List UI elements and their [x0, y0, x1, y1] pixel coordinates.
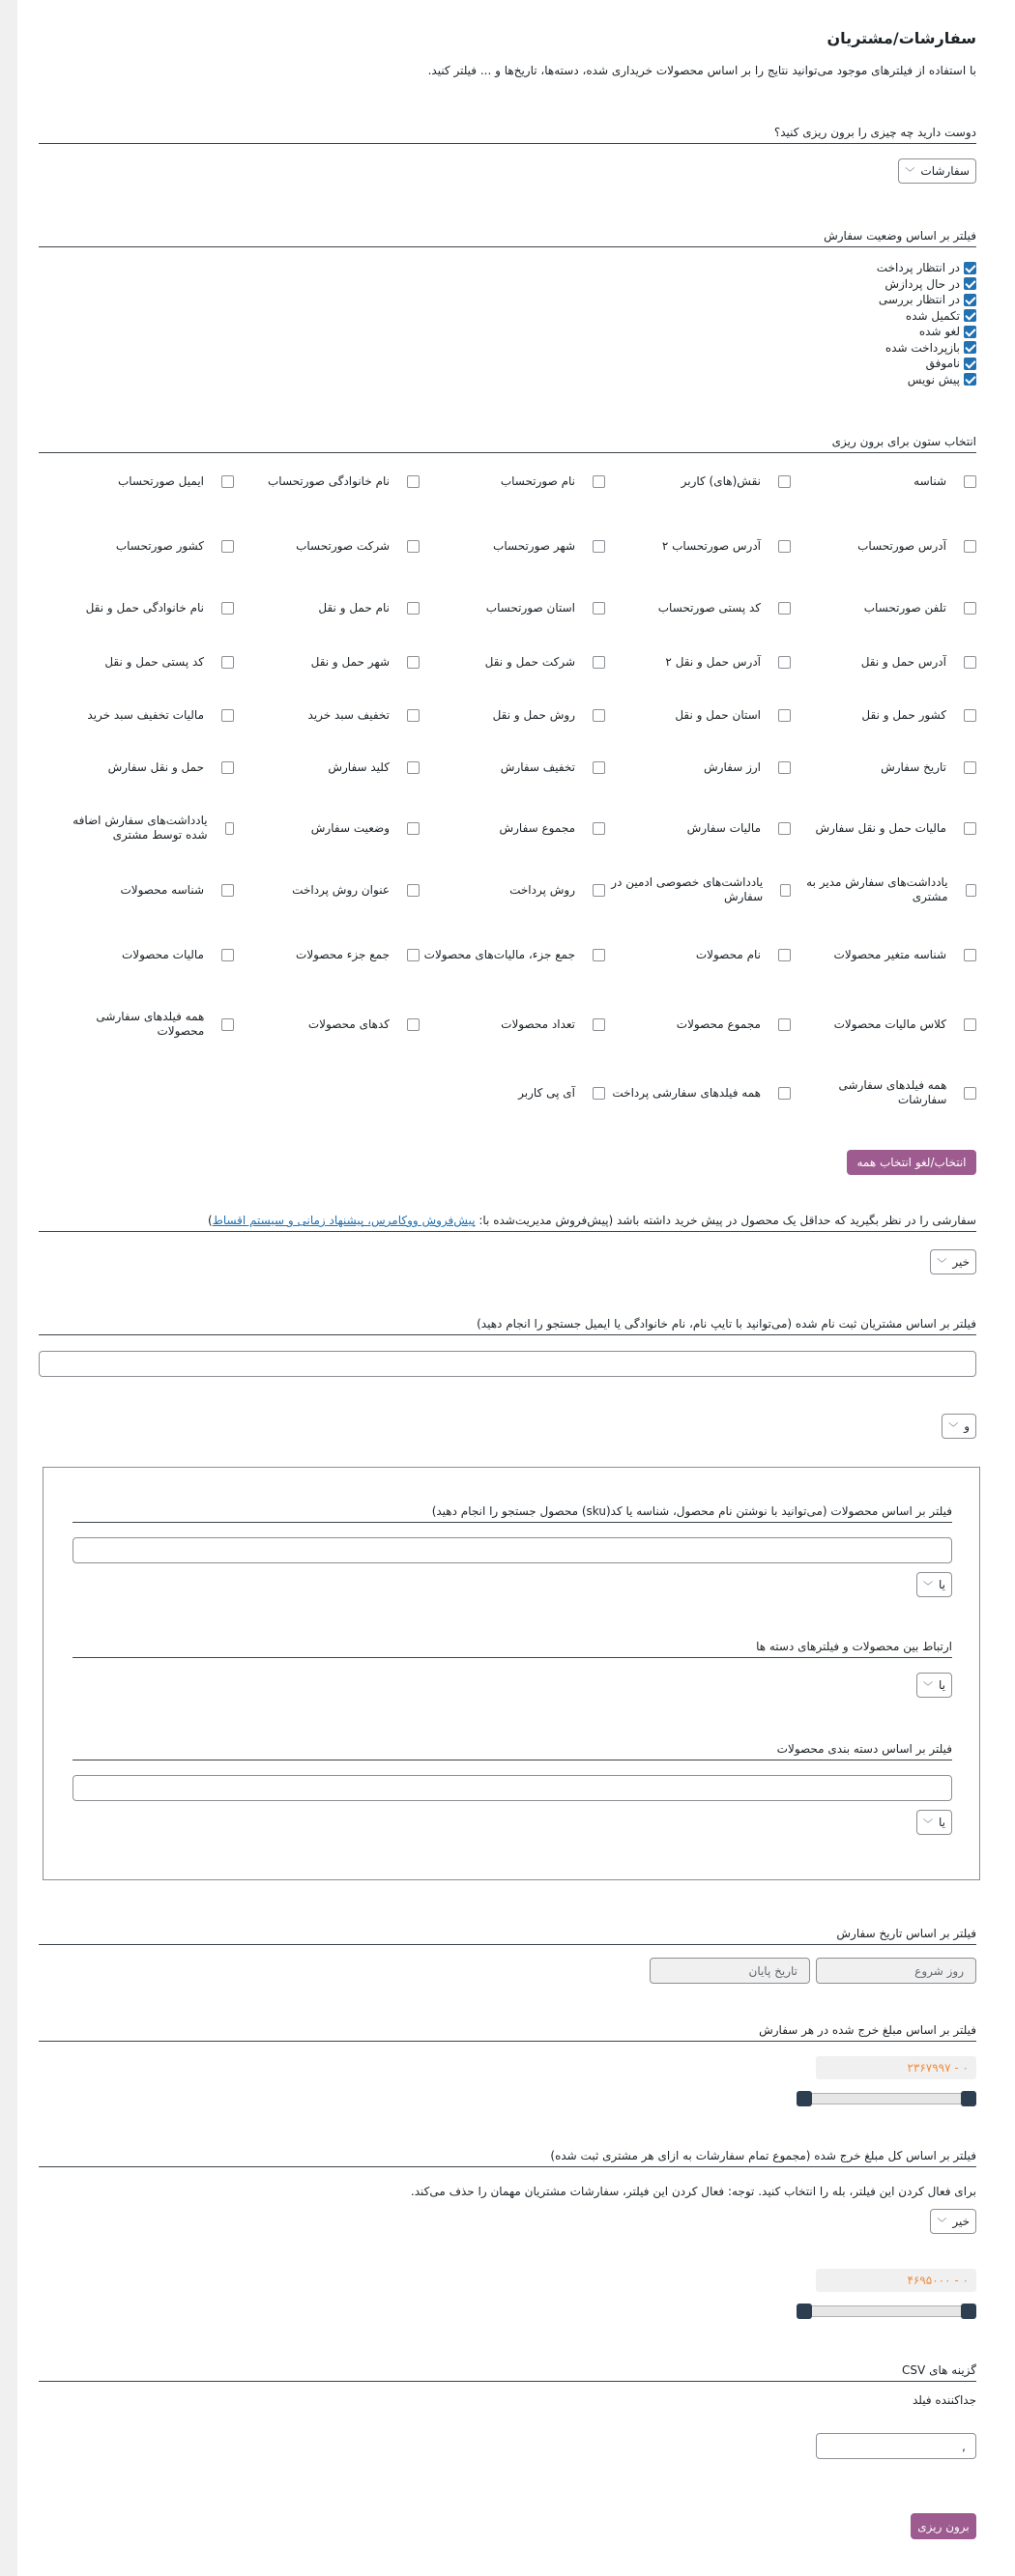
column-checkbox[interactable] — [964, 709, 976, 722]
column-option[interactable] — [793, 1003, 976, 1045]
total-slider-min-handle[interactable] — [797, 2304, 812, 2319]
column-option[interactable] — [793, 807, 976, 849]
status-option[interactable] — [908, 373, 976, 386]
column-option[interactable] — [421, 807, 605, 849]
column-checkbox[interactable] — [964, 475, 976, 488]
column-option[interactable] — [793, 1072, 976, 1114]
column-option[interactable] — [50, 641, 234, 683]
column-checkbox[interactable] — [593, 949, 605, 961]
column-label: کشور حمل و نقل — [861, 707, 946, 722]
category-filter-title: فیلتر بر اساس دسته بندی محصولات — [72, 1742, 952, 1760]
chevron-down-icon: ﹀ — [905, 167, 915, 179]
status-checkbox[interactable] — [964, 326, 976, 338]
column-option[interactable] — [793, 641, 976, 683]
column-checkbox[interactable] — [407, 949, 420, 961]
column-checkbox[interactable] — [964, 656, 976, 669]
column-option[interactable] — [793, 525, 976, 567]
column-label: یادداشت‌های سفارش اضافه شده توسط مشتری — [72, 814, 208, 842]
column-checkbox[interactable] — [778, 761, 791, 774]
column-checkbox[interactable] — [780, 884, 791, 897]
columns-title: انتخاب ستون برای برون ریزی — [39, 435, 976, 453]
column-label: شهر صورتحساب — [493, 538, 575, 553]
column-checkbox[interactable] — [964, 540, 976, 553]
column-label: استان حمل و نقل — [675, 707, 761, 722]
column-label: شناسه محصولات — [120, 882, 204, 897]
presale-title-prefix: سفارشی را در نظر بگیرید که حداقل یک محصول در پیش خرید داشته باشد (پیش‌فروش مدیریت‌شده با: — [475, 1214, 976, 1227]
chevron-down-icon: ﹀ — [937, 2218, 947, 2229]
column-option[interactable] — [607, 933, 791, 976]
column-checkbox[interactable] — [221, 602, 234, 615]
column-option[interactable] — [421, 933, 605, 976]
presale-title — [39, 1214, 976, 1232]
presale-select[interactable] — [930, 1249, 976, 1274]
column-label: روش حمل و نقل — [492, 707, 575, 722]
column-option[interactable] — [50, 1003, 234, 1045]
presale-value: خیر — [952, 1255, 970, 1269]
column-option[interactable] — [50, 525, 234, 567]
column-label: شناسه — [914, 473, 946, 488]
amount-range-readout: ۰ - ۲۳۶۷۹۹۷ — [816, 2056, 976, 2079]
column-checkbox[interactable] — [593, 656, 605, 669]
column-option[interactable] — [421, 746, 605, 788]
column-option[interactable] — [793, 933, 976, 976]
status-label: ناموفق — [925, 357, 960, 370]
column-option[interactable] — [236, 746, 420, 788]
category-search-input[interactable] — [72, 1775, 952, 1801]
column-label: شرکت حمل و نقل — [484, 654, 575, 669]
column-option[interactable] — [421, 641, 605, 683]
column-option[interactable] — [236, 933, 420, 976]
column-checkbox[interactable] — [593, 1018, 605, 1031]
date-filter-title: فیلتر بر اساس تاریخ سفارش — [39, 1927, 976, 1945]
status-option[interactable] — [884, 277, 976, 291]
column-option[interactable] — [236, 807, 420, 849]
column-checkbox[interactable] — [225, 822, 234, 835]
customer-filter-title: فیلتر بر اساس مشتریان ثبت نام شده (می‌توانید با تایپ نام، نام خانوادگی یا ایمیل جستجو را انجام دهید) — [39, 1317, 976, 1335]
column-option[interactable] — [421, 694, 605, 736]
products-operator-value: یا — [939, 1578, 945, 1591]
column-checkbox[interactable] — [778, 1087, 791, 1100]
column-checkbox[interactable] — [593, 884, 605, 897]
status-option[interactable] — [885, 341, 976, 355]
column-label: نقش(های) کاربر — [681, 473, 761, 488]
status-checkbox[interactable] — [964, 341, 976, 354]
column-checkbox[interactable] — [964, 1087, 976, 1100]
status-option[interactable] — [906, 309, 976, 323]
column-option[interactable] — [607, 1072, 791, 1114]
chevron-down-icon: ﹀ — [923, 1581, 933, 1592]
column-label: جمع جزء، مالیات‌های محصولات — [423, 947, 575, 961]
column-label: جمع جزء محصولات — [296, 947, 390, 961]
column-label: عنوان روش پرداخت — [292, 882, 390, 897]
column-label: کد پستی صورتحساب — [657, 600, 761, 615]
column-label: آدرس حمل و نقل — [860, 654, 946, 669]
total-slider-track[interactable] — [804, 2305, 969, 2317]
column-checkbox[interactable] — [964, 602, 976, 615]
status-label: لغو شده — [918, 325, 960, 338]
column-checkbox[interactable] — [593, 709, 605, 722]
status-checkbox[interactable] — [964, 277, 976, 290]
export-type-value: سفارشات — [920, 164, 970, 178]
column-option[interactable] — [607, 460, 791, 502]
column-option[interactable] — [50, 460, 234, 502]
total-filter-title: فیلتر بر اساس کل مبلغ خرج شده (مجموع تمام سفارشات به ازای هر مشتری ثبت شده) — [39, 2149, 976, 2167]
column-checkbox[interactable] — [221, 709, 234, 722]
column-checkbox[interactable] — [221, 656, 234, 669]
total-filter-value: خیر — [952, 2215, 970, 2228]
logic-select[interactable] — [942, 1414, 976, 1439]
column-checkbox[interactable] — [407, 656, 420, 669]
column-option[interactable] — [607, 694, 791, 736]
column-label: حمل و نقل سفارش — [107, 759, 204, 774]
column-label: مالیات سفارش — [686, 820, 761, 835]
column-label: نام خانوادگی صورتحساب — [268, 473, 390, 488]
column-label: نام حمل و نقل — [318, 600, 390, 615]
column-option[interactable] — [50, 746, 234, 788]
presale-plugin-link[interactable]: پیش‌فروش ووکامرس، پیشنهاد زمانی و سیستم اقساط — [212, 1214, 476, 1227]
presale-title-suffix: ) — [208, 1214, 213, 1227]
column-label: تعداد محصولات — [501, 1016, 575, 1031]
column-option[interactable] — [236, 587, 420, 629]
column-label: همه فیلدهای سفارشی پرداخت — [612, 1085, 761, 1100]
column-label: مالیات محصولات — [121, 947, 204, 961]
column-label: تخفیف سبد خرید — [307, 707, 390, 722]
column-label: شناسه متغیر محصولات — [833, 947, 946, 961]
column-label: تلفن صورتحساب — [863, 600, 946, 615]
export-type-select[interactable] — [898, 158, 976, 184]
column-label: کد پستی حمل و نقل — [104, 654, 204, 669]
column-checkbox[interactable] — [407, 475, 420, 488]
column-option[interactable] — [421, 460, 605, 502]
status-checkbox[interactable] — [964, 358, 976, 370]
column-checkbox[interactable] — [593, 602, 605, 615]
amount-slider-max-handle[interactable] — [961, 2091, 976, 2106]
column-label: کلید سفارش — [328, 759, 390, 774]
column-option[interactable] — [607, 525, 791, 567]
column-checkbox[interactable] — [221, 475, 234, 488]
column-option[interactable] — [793, 587, 976, 629]
total-slider-max-handle[interactable] — [961, 2304, 976, 2319]
amount-slider-track[interactable] — [804, 2093, 969, 2104]
column-label: کلاس مالیات محصولات — [833, 1016, 946, 1031]
end-date-input[interactable]: تاریخ پایان — [650, 1958, 810, 1984]
column-label: آدرس صورتحساب — [857, 538, 946, 553]
products-operator-select[interactable] — [916, 1572, 952, 1597]
column-checkbox[interactable] — [593, 761, 605, 774]
column-label: مجموع سفارش — [499, 820, 575, 835]
column-label: مالیات تخفیف سبد خرید — [87, 707, 204, 722]
column-label: مالیات حمل و نقل سفارش — [815, 820, 946, 835]
start-date-input[interactable]: روز شروع — [816, 1958, 976, 1984]
column-option[interactable] — [607, 869, 791, 911]
column-checkbox[interactable] — [778, 540, 791, 553]
column-checkbox[interactable] — [221, 1018, 234, 1031]
column-option[interactable] — [421, 587, 605, 629]
status-label: در انتظار پرداخت — [876, 261, 960, 274]
column-checkbox[interactable] — [964, 822, 976, 835]
logic-value: و — [964, 1419, 970, 1433]
column-label: نام صورتحساب — [500, 473, 575, 488]
chevron-down-icon: ﹀ — [937, 1258, 947, 1270]
column-checkbox[interactable] — [964, 761, 976, 774]
column-option[interactable] — [236, 869, 420, 911]
column-checkbox[interactable] — [221, 949, 234, 961]
amount-filter-title: فیلتر بر اساس مبلغ خرج شده در هر سفارش — [39, 2023, 976, 2042]
column-checkbox[interactable] — [407, 709, 420, 722]
status-label: پیش نویس — [907, 372, 960, 386]
column-checkbox[interactable] — [407, 822, 420, 835]
column-label: شهر حمل و نقل — [310, 654, 390, 669]
column-checkbox[interactable] — [778, 602, 791, 615]
column-checkbox[interactable] — [778, 709, 791, 722]
column-checkbox[interactable] — [778, 656, 791, 669]
status-filter-title: فیلتر بر اساس وضعیت سفارش — [39, 229, 976, 247]
column-option[interactable] — [236, 460, 420, 502]
status-label: در انتظار بررسی — [878, 293, 960, 306]
column-checkbox[interactable] — [778, 949, 791, 961]
column-option[interactable] — [793, 460, 976, 502]
column-option[interactable] — [607, 1003, 791, 1045]
column-label: یادداشت‌های خصوصی ادمین در سفارش — [611, 875, 764, 903]
column-label: استان صورتحساب — [485, 600, 575, 615]
status-checkbox[interactable] — [964, 294, 976, 306]
page-title: سفارشات/مشتریان — [826, 29, 976, 47]
column-checkbox[interactable] — [407, 761, 420, 774]
column-option[interactable] — [50, 869, 234, 911]
column-checkbox[interactable] — [221, 761, 234, 774]
separator-input[interactable]: , — [816, 2433, 976, 2459]
column-option[interactable] — [421, 1072, 605, 1114]
status-option[interactable] — [926, 357, 976, 370]
status-option[interactable] — [919, 325, 976, 338]
column-option[interactable] — [607, 746, 791, 788]
column-checkbox[interactable] — [221, 884, 234, 897]
column-option[interactable] — [50, 694, 234, 736]
main-panel — [17, 0, 1015, 2576]
column-option[interactable] — [50, 933, 234, 976]
column-option[interactable] — [793, 869, 976, 911]
status-option[interactable] — [877, 261, 976, 274]
column-option[interactable] — [607, 641, 791, 683]
column-label: نام محصولات — [695, 947, 761, 961]
status-checkbox[interactable] — [964, 262, 976, 274]
category-operator-value: یا — [939, 1816, 945, 1829]
column-checkbox[interactable] — [593, 822, 605, 835]
column-checkbox[interactable] — [778, 1018, 791, 1031]
chevron-down-icon: ﹀ — [948, 1422, 959, 1434]
column-option[interactable] — [793, 746, 976, 788]
column-checkbox[interactable] — [407, 884, 420, 897]
column-option[interactable] — [421, 1003, 605, 1045]
column-label: تخفیف سفارش — [500, 759, 575, 774]
column-option[interactable] — [793, 694, 976, 736]
column-checkbox[interactable] — [964, 1018, 976, 1031]
total-filter-select[interactable] — [930, 2209, 976, 2234]
relation-operator-value: یا — [939, 1678, 945, 1692]
select-all-button[interactable]: انتخاب/لغو انتخاب همه — [847, 1150, 976, 1175]
category-operator-select[interactable] — [916, 1810, 952, 1835]
status-label: تکمیل شده — [905, 308, 960, 323]
status-label: در حال پردازش — [884, 276, 960, 291]
separator-label: جداکننده فیلد — [912, 2393, 976, 2407]
csv-options-title: گزینه های CSV — [39, 2363, 976, 2382]
page-intro: با استفاده از فیلترهای موجود می‌توانید نتایج را بر اساس محصولات خریداری شده، دسته‌ها، تاریخ‌ها و ... فیلتر کنید. — [427, 64, 976, 77]
column-checkbox[interactable] — [593, 540, 605, 553]
status-label: بازپرداخت شده — [884, 340, 960, 355]
status-checkbox[interactable] — [964, 373, 976, 386]
column-label: شرکت صورتحساب — [296, 538, 390, 553]
column-checkbox[interactable] — [221, 540, 234, 553]
column-checkbox[interactable] — [593, 475, 605, 488]
chevron-down-icon: ﹀ — [923, 1818, 933, 1830]
column-label: آی پی کاربر — [518, 1085, 575, 1100]
column-label: همه فیلدهای سفارشی سفارشات — [838, 1078, 947, 1106]
products-filter-title: فیلتر بر اساس محصولات (می‌توانید با نوشتن نام محصول، شناسه یا کد(sku) محصول جستجو را انجام دهید) — [72, 1504, 952, 1523]
relation-operator-select[interactable] — [916, 1673, 952, 1698]
column-option[interactable] — [236, 641, 420, 683]
column-checkbox[interactable] — [778, 475, 791, 488]
column-checkbox[interactable] — [407, 540, 420, 553]
column-option[interactable] — [421, 869, 605, 911]
column-label: کشور صورتحساب — [115, 538, 204, 553]
column-option[interactable] — [421, 525, 605, 567]
column-label: ایمیل صورتحساب — [117, 473, 204, 488]
relation-title: ارتباط بین محصولات و فیلترهای دسته ها — [72, 1640, 952, 1658]
column-option[interactable] — [607, 587, 791, 629]
column-label: روش پرداخت — [509, 882, 575, 897]
status-option[interactable] — [879, 293, 976, 306]
column-checkbox[interactable] — [964, 949, 976, 961]
column-option[interactable] — [607, 807, 791, 849]
total-filter-description: برای فعال کردن این فیلتر، بله را انتخاب کنید. توجه: فعال کردن این فیلتر، سفارشات مشتریان مهمان را حذف می‌کند. — [410, 2185, 976, 2198]
customer-search-input[interactable] — [39, 1351, 976, 1377]
column-option[interactable] — [236, 1003, 420, 1045]
column-option[interactable] — [236, 525, 420, 567]
column-checkbox[interactable] — [593, 1087, 605, 1100]
product-filter-box — [43, 1467, 980, 1880]
column-label: کدهای محصولات — [307, 1016, 390, 1031]
column-label: یادداشت‌های سفارش مدیر به مشتری — [806, 875, 948, 903]
column-label: نام خانوادگی حمل و نقل — [85, 600, 204, 615]
column-label: همه فیلدهای سفارشی محصولات — [96, 1010, 205, 1038]
status-checkbox[interactable] — [964, 309, 976, 322]
column-label: آدرس حمل و نقل ۲ — [665, 654, 761, 669]
chevron-down-icon: ﹀ — [923, 1681, 933, 1693]
products-search-input[interactable] — [72, 1537, 952, 1563]
column-label: مجموع محصولات — [676, 1016, 761, 1031]
export-button[interactable]: برون ریزی — [911, 2513, 976, 2539]
column-label: وضعیت سفارش — [310, 820, 390, 835]
column-label: آدرس صورتحساب ۲ — [661, 538, 761, 553]
column-option[interactable] — [50, 807, 234, 849]
column-option[interactable] — [236, 694, 420, 736]
column-checkbox[interactable] — [966, 884, 976, 897]
column-checkbox[interactable] — [407, 602, 420, 615]
column-option[interactable] — [50, 587, 234, 629]
total-range-readout: ۰ - ۴۶۹۵۰۰۰ — [816, 2269, 976, 2292]
export-what-title: دوست دارید چه چیزی را برون ریزی کنید؟ — [39, 126, 976, 144]
column-checkbox[interactable] — [407, 1018, 420, 1031]
column-label: تاریخ سفارش — [881, 759, 946, 774]
column-label: ارز سفارش — [704, 759, 761, 774]
column-checkbox[interactable] — [778, 822, 791, 835]
amount-slider-min-handle[interactable] — [797, 2091, 812, 2106]
